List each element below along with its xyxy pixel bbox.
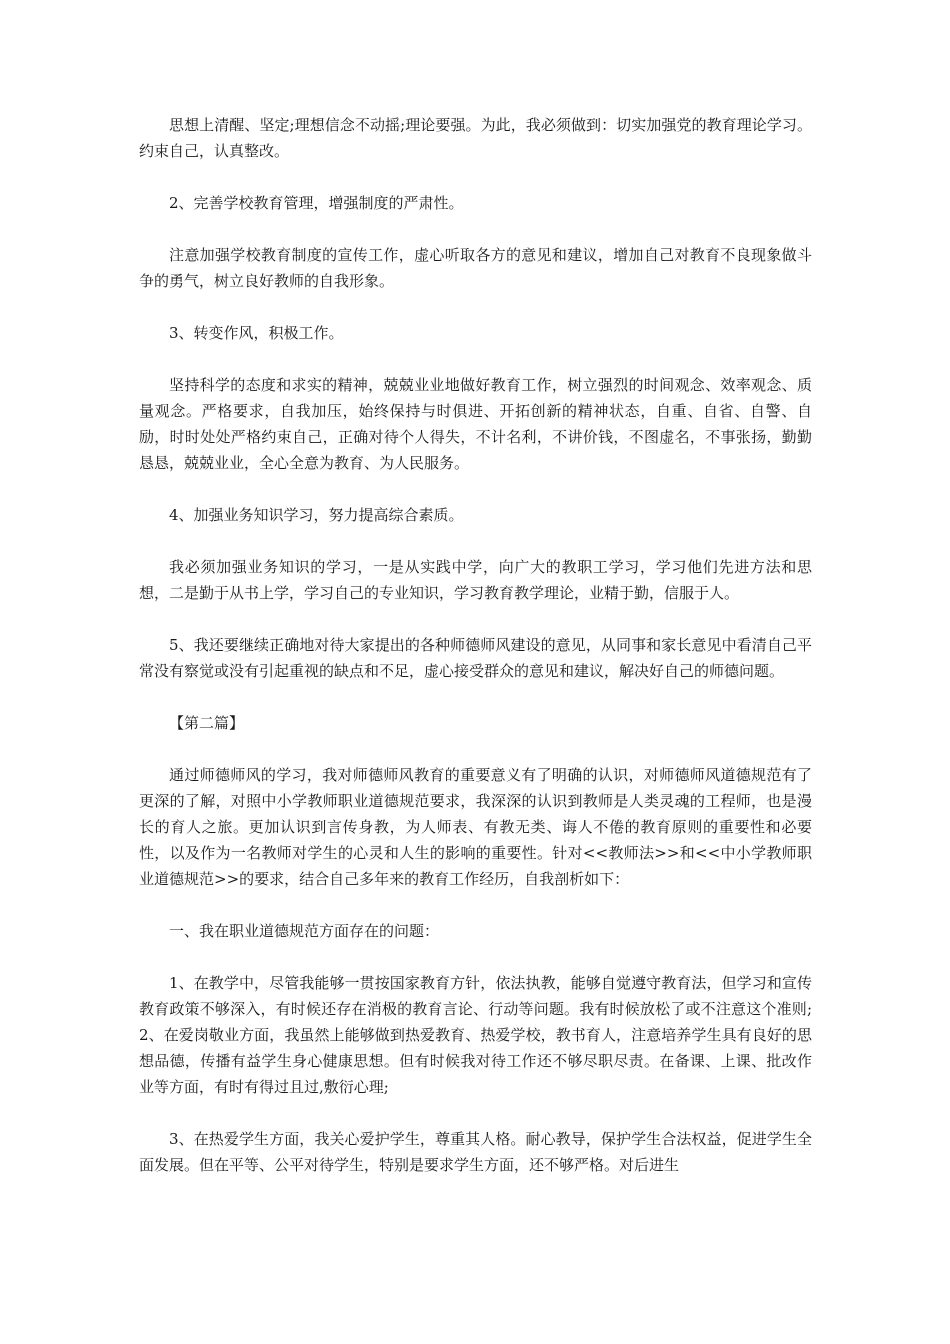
paragraph: 思想上清醒、坚定;理想信念不动摇;理论要强。为此，我必须做到：切实加强党的教育理论学习。约束自己，认真整改。 bbox=[139, 116, 812, 160]
paragraph: 5、我还要继续正确地对待大家提出的各种师德师风建设的意见，从同事和家长意见中看清自己平常没有察觉或没有引起重视的缺点和不足，虚心接受群众的意见和建议，解决好自己的师德问题。 bbox=[139, 636, 812, 680]
paragraph: 坚持科学的态度和求实的精神，兢兢业业地做好教育工作，树立强烈的时间观念、效率观念、质量观念。严格要求，自我加压，始终保持与时俱进、开拓创新的精神状态，自重、自省、自警、自励，时时处处严格约束自己，正确对待个人得失，不计名利，不讲价钱，不图虚名，不事张扬，勤勤恳恳，兢兢业业，全心全意为教育、为人民服务。 bbox=[139, 376, 812, 472]
paragraph: 1、在教学中，尽管我能够一贯按国家教育方针，依法执教，能够自觉遵守教育法，但学习和宣传教育政策不够深入，有时候还存在消极的教育言论、行动等问题。我有时候放松了或不注意这个准则;2、在爱岗敬业方面，我虽然上能够做到热爱教育、热爱学校，教书育人，注意培养学生具有良好的思想品德，传播有益学生身心健康思想。但有时候我对待工作还不够尽职尽责。在备课、上课、批改作业等方面，有时有得过且过,敷衍心理; bbox=[139, 974, 812, 1096]
section-heading: 一、我在职业道德规范方面存在的问题： bbox=[169, 922, 440, 940]
section-heading: 2、完善学校教育管理，增强制度的严肃性。 bbox=[169, 194, 464, 212]
part-heading: 【第二篇】 bbox=[169, 714, 245, 732]
paragraph: 注意加强学校教育制度的宣传工作，虚心听取各方的意见和建议，增加自己对教育不良现象做斗争的勇气，树立良好教师的自我形象。 bbox=[139, 246, 812, 290]
paragraph: 通过师德师风的学习，我对师德师风教育的重要意义有了明确的认识，对师德师风道德规范有了更深的了解，对照中小学教师职业道德规范要求，我深深的认识到教师是人类灵魂的工程师，也是漫长的育人之旅。更加认识到言传身教，为人师表、有教无类、诲人不倦的教育原则的重要性和必要性，以及作为一名教师对学生的心灵和人生的影响的重要性。针对<<教师法>>和<<中小学教师职业道德规范>>的要求，结合自己多年来的教育工作经历，自我剖析如下： bbox=[139, 766, 812, 888]
section-heading: 3、转变作风，积极工作。 bbox=[169, 324, 344, 342]
paragraph: 我必须加强业务知识的学习，一是从实践中学，向广大的教职工学习，学习他们先进方法和思想，二是勤于从书上学，学习自己的专业知识，学习教育教学理论，业精于勤，信服于人。 bbox=[139, 558, 812, 602]
document-body bbox=[139, 112, 812, 1204]
paragraph: 3、在热爱学生方面，我关心爱护学生，尊重其人格。耐心教导，保护学生合法权益，促进学生全面发展。但在平等、公平对待学生，特别是要求学生方面，还不够严格。对后进生 bbox=[139, 1130, 812, 1174]
section-heading: 4、加强业务知识学习，努力提高综合素质。 bbox=[169, 506, 464, 524]
